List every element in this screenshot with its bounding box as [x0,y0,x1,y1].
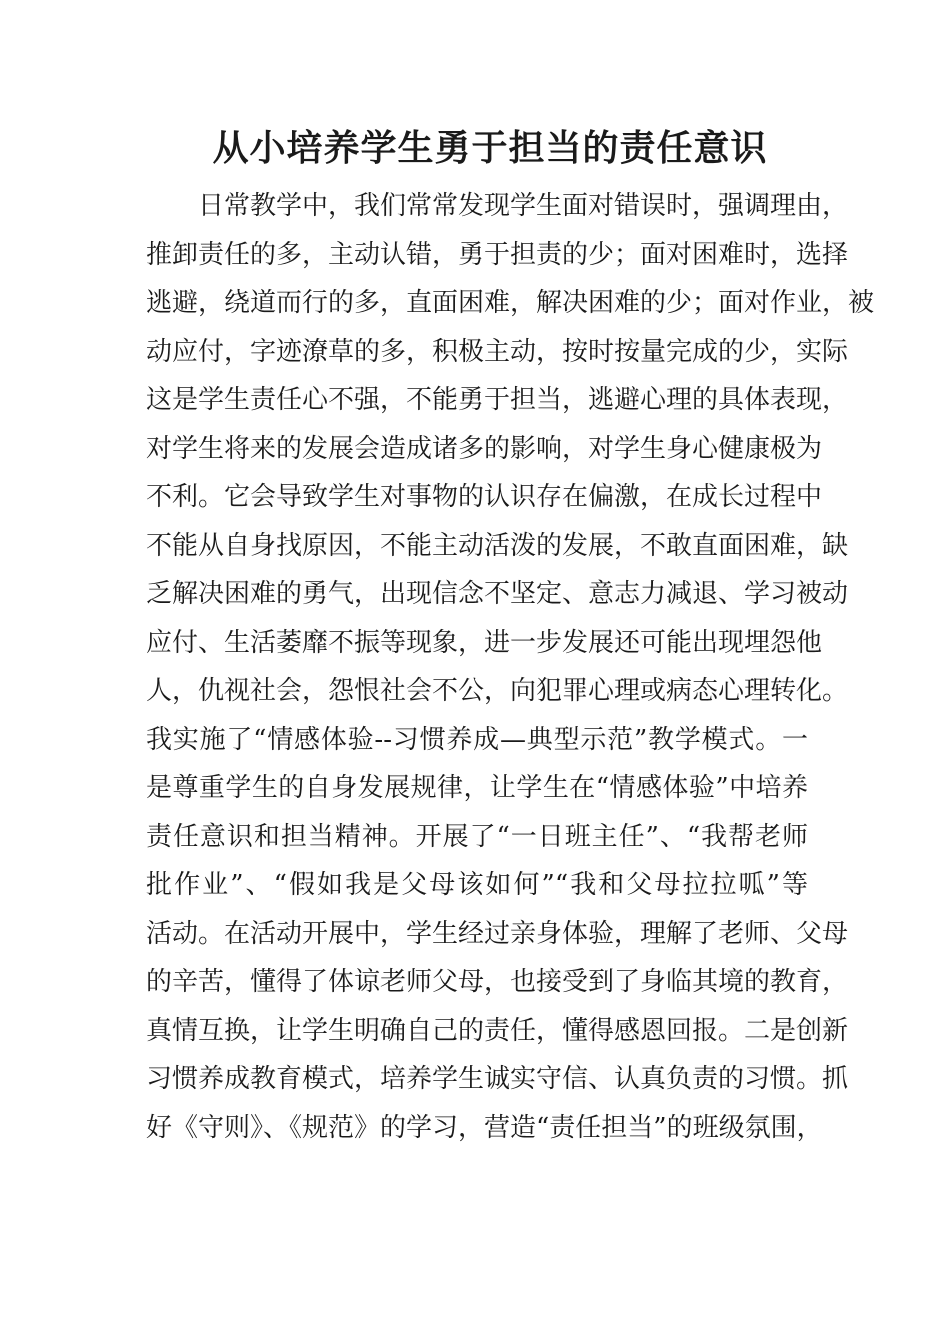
paragraph-line: 不能从自身找原因，不能主动活泼的发展，不敢直面困难，缺 [146,530,849,561]
paragraph-line: 日常教学中，我们常常发现学生面对错误时，强调理由， [198,191,849,221]
paragraph-line: 人，仇视社会，怨恨社会不公，向犯罪心理或病态心理转化。 [146,676,849,706]
paragraph-line: 这是学生责任心不强，不能勇于担当，逃避心理的具体表现， [146,385,849,415]
paragraph-line: 不利。它会导致学生对事物的认识存在偏激，在成长过程中 [146,482,823,512]
paragraph-line: 批作业”、“假如我是父母该如何”“我和父母拉拉呱”等 [146,870,808,900]
paragraph-line: 我实施了“情感体验--习惯养成—典型示范”教学模式。一 [146,724,808,755]
paragraph-line: 习惯养成教育模式，培养学生诚实守信、认真负责的习惯。抓 [146,1064,849,1094]
paragraph-line: 是尊重学生的自身发展规律，让学生在“情感体验”中培养 [146,773,808,803]
paragraph-line: 乏解决困难的勇气，出现信念不坚定、意志力减退、学习被动 [146,579,849,609]
paragraph-line: 真情互换，让学生明确自己的责任，懂得感恩回报。二是创新 [146,1015,849,1046]
document-title: 从小培养学生勇于担当的责任意识 [212,127,768,169]
paragraph-line: 动应付，字迹潦草的多，积极主动，按时按量完成的少，实际 [146,336,849,367]
paragraph-line: 责任意识和担当精神。开展了“一日班主任”、“我帮老师 [146,821,808,852]
paragraph-line: 推卸责任的多，主动认错，勇于担责的少；面对困难时，选择 [146,239,849,270]
paragraph-line: 应付、生活萎靡不振等现象，进一步发展还可能出现埋怨他 [146,627,823,658]
paragraph-line: 对学生将来的发展会造成诸多的影响，对学生身心健康极为 [146,433,823,464]
paragraph-line: 逃避，绕道而行的多，直面困难，解决困难的少；面对作业，被 [146,288,875,318]
paragraph-line: 的辛苦，懂得了体谅老师父母，也接受到了身临其境的教育， [146,967,849,997]
document-body [146,182,875,1152]
paragraph-line: 好《守则》、《规范》的学习，营造“责任担当”的班级氛围， [146,1112,823,1143]
paragraph-line: 活动。在活动开展中，学生经过亲身体验，理解了老师、父母 [146,918,849,949]
